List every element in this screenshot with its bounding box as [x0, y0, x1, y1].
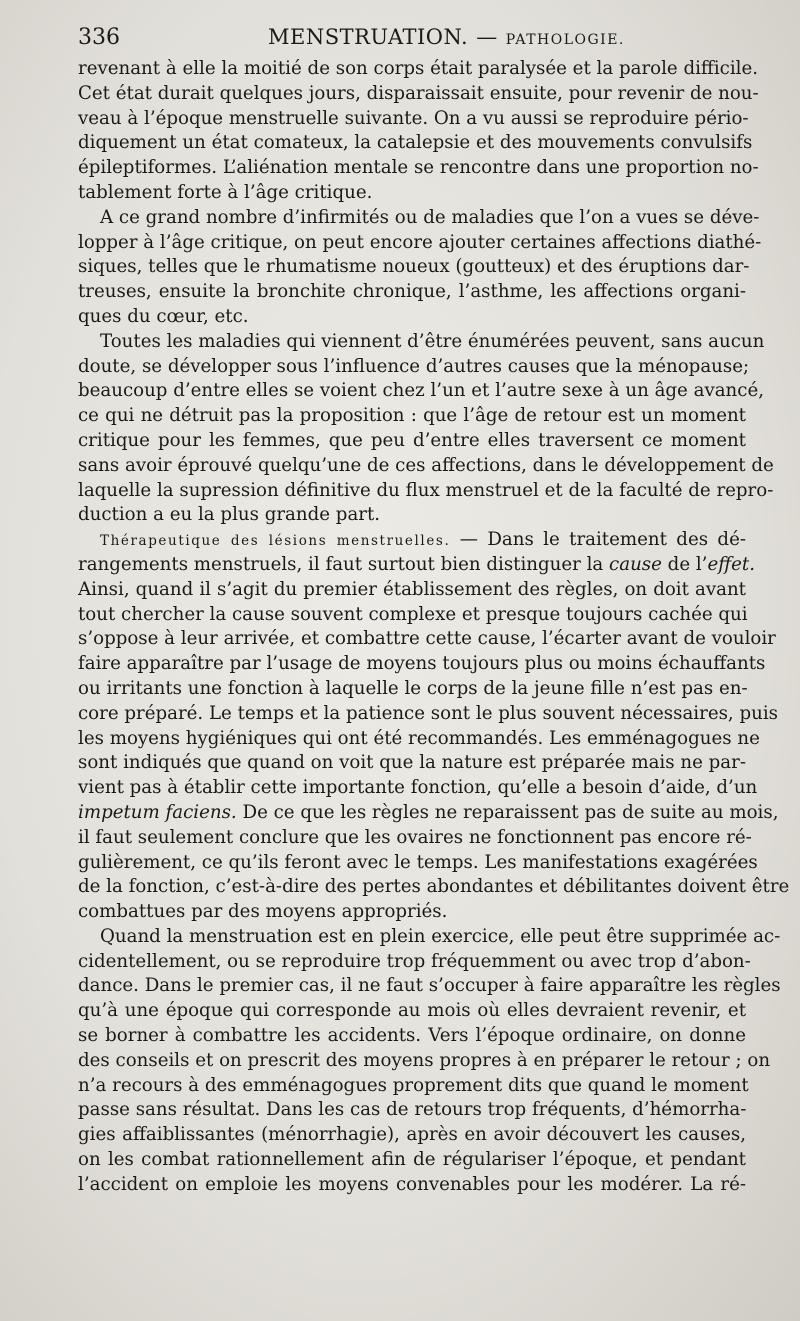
text-line: revenant à elle la moitié de son corps était paralysée et la parole difficile. [78, 58, 759, 79]
text-line: laquelle la supression définitive du flux menstruel et de la faculté de repro- [78, 479, 774, 501]
italic-term-cause: cause [609, 553, 662, 575]
section-heading: Thérapeutique des lésions menstruelles. [100, 533, 451, 550]
text-line: diquement un état comateux, la catalepsie et des mouvements convulsifs [78, 132, 753, 154]
text-line: de la fonction, c’est-à-dire des pertes abondantes et débilitantes doivent être [78, 876, 790, 898]
text-line: faire apparaître par l’usage de moyens toujours plus ou moins échauffants [78, 653, 766, 675]
running-header [78, 25, 748, 55]
chapter-title: MENSTRUATION. [268, 25, 469, 49]
text-line: gies affaiblissantes (ménorrhagie), après en avoir découvert les causes, [78, 1124, 746, 1146]
text-line: qu’à une époque qui corresponde au mois où elles devraient revenir, et [78, 1000, 746, 1022]
text-fragment: rangements menstruels, il faut surtout bien distinguer la [78, 553, 610, 575]
text-line: ce qui ne détruit pas la proposition : que l’âge de retour est un moment [78, 405, 746, 427]
text-line: dance. Dans le premier cas, il ne faut s’occuper à faire apparaître les règles [78, 975, 781, 997]
text-line: ou irritants une fonction à laquelle le corps de la jeune fille n’est pas en- [78, 677, 748, 699]
text-line: épileptiformes. L’aliénation mentale se rencontre dans une proportion no- [78, 157, 759, 179]
text-line: lopper à l’âge critique, on peut encore ajouter certaines affections diathé- [78, 231, 762, 253]
text-line: s’oppose à leur arrivée, et combattre cette cause, l’écarter avant de vouloir [78, 628, 776, 650]
text-line: siques, telles que le rhumatisme noueux (goutteux) et des éruptions dar- [78, 256, 750, 278]
text-line: combattues par des moyens appropriés. [78, 901, 448, 923]
text-line [78, 801, 779, 826]
text-line: il faut seulement conclure que les ovaires ne fonctionnent pas encore ré- [78, 826, 752, 848]
italic-term-impetum: impetum faciens. [78, 801, 237, 823]
body-text [78, 57, 790, 1198]
text-line: critique pour les femmes, que peu d’entre elles traversent ce moment [78, 429, 746, 451]
paragraph-start-line: Toutes les maladies qui viennent d’être énumérées peuvent, sans aucun [100, 330, 765, 352]
text-line: veau à l’époque menstruelle suivante. On a vu aussi se reproduire pério- [78, 107, 749, 129]
text-line: vient pas à établir cette importante fonction, qu’elle a besoin d’aide, d’un [78, 777, 758, 799]
text-line: tout chercher la cause souvent complexe et presque toujours cachée qui [78, 603, 748, 625]
italic-term-effet: effet. [707, 553, 755, 575]
running-title [268, 25, 625, 49]
title-separator: — [476, 25, 498, 49]
paragraph-start-line: Quand la menstruation est en plein exercice, elle peut être supprimée ac- [100, 925, 781, 947]
text-line: Ainsi, quand il s’agit du premier établissement des règles, on doit avant [78, 578, 746, 600]
text-fragment: de l’ [661, 553, 708, 575]
text-line: des conseils et on prescrit des moyens propres à en préparer le retour ; on [78, 1049, 771, 1071]
section-subtitle: PATHOLOGIE. [505, 32, 625, 48]
text-line: sans avoir éprouvé quelqu’une de ces affections, dans le développement de [78, 454, 774, 476]
text-line: passe sans résultat. Dans les cas de retours trop fréquents, d’hémorrha- [78, 1099, 747, 1121]
text-line: duction a eu la plus grande part. [78, 504, 381, 526]
text-line: treuses, ensuite la bronchite chronique, l’asthme, les affections organi- [78, 281, 746, 303]
text-line: cidentellement, ou se reproduire trop fréquemment ou avec trop d’abon- [78, 950, 751, 972]
section-heading-line [78, 528, 746, 553]
text-line: gulièrement, ce qu’ils feront avec le temps. Les manifestations exagérées [78, 851, 758, 873]
text-line: core préparé. Le temps et la patience sont le plus souvent nécessaires, puis [78, 702, 778, 724]
text-line: n’a recours à des emménagogues proprement dits que quand le moment [78, 1074, 749, 1096]
text-line: ques du cœur, etc. [78, 305, 249, 327]
text-line: l’accident on emploie les moyens convenables pour les modérer. La ré- [78, 1173, 746, 1195]
paragraph-start-line: A ce grand nombre d’infirmités ou de maladies que l’on a vues se déve- [100, 206, 760, 228]
text-line: tablement forte à l’âge critique. [78, 181, 373, 203]
text-line: les moyens hygiéniques qui ont été recommandés. Les emménagogues ne [78, 727, 760, 749]
text-line: doute, se développer sous l’influence d’autres causes que la ménopause; [78, 355, 750, 377]
text-fragment: De ce que les règles ne reparaissent pas de suite au mois, [236, 801, 779, 823]
text-line: Cet état durait quelques jours, disparaissait ensuite, pour revenir de nou- [78, 82, 759, 104]
heading-line-text: — Dans le traitement des dé- [450, 529, 746, 551]
text-line: sont indiqués que quand on voit que la nature est préparée mais ne par- [78, 752, 746, 774]
text-line [78, 553, 755, 578]
text-line: beaucoup d’entre elles se voient chez l’un et l’autre sexe à un âge avancé, [78, 380, 765, 402]
page-number: 336 [78, 25, 120, 50]
text-line: on les combat rationnellement afin de régulariser l’époque, et pendant [78, 1149, 746, 1171]
text-line: se borner à combattre les accidents. Vers l’époque ordinaire, on donne [78, 1025, 746, 1047]
